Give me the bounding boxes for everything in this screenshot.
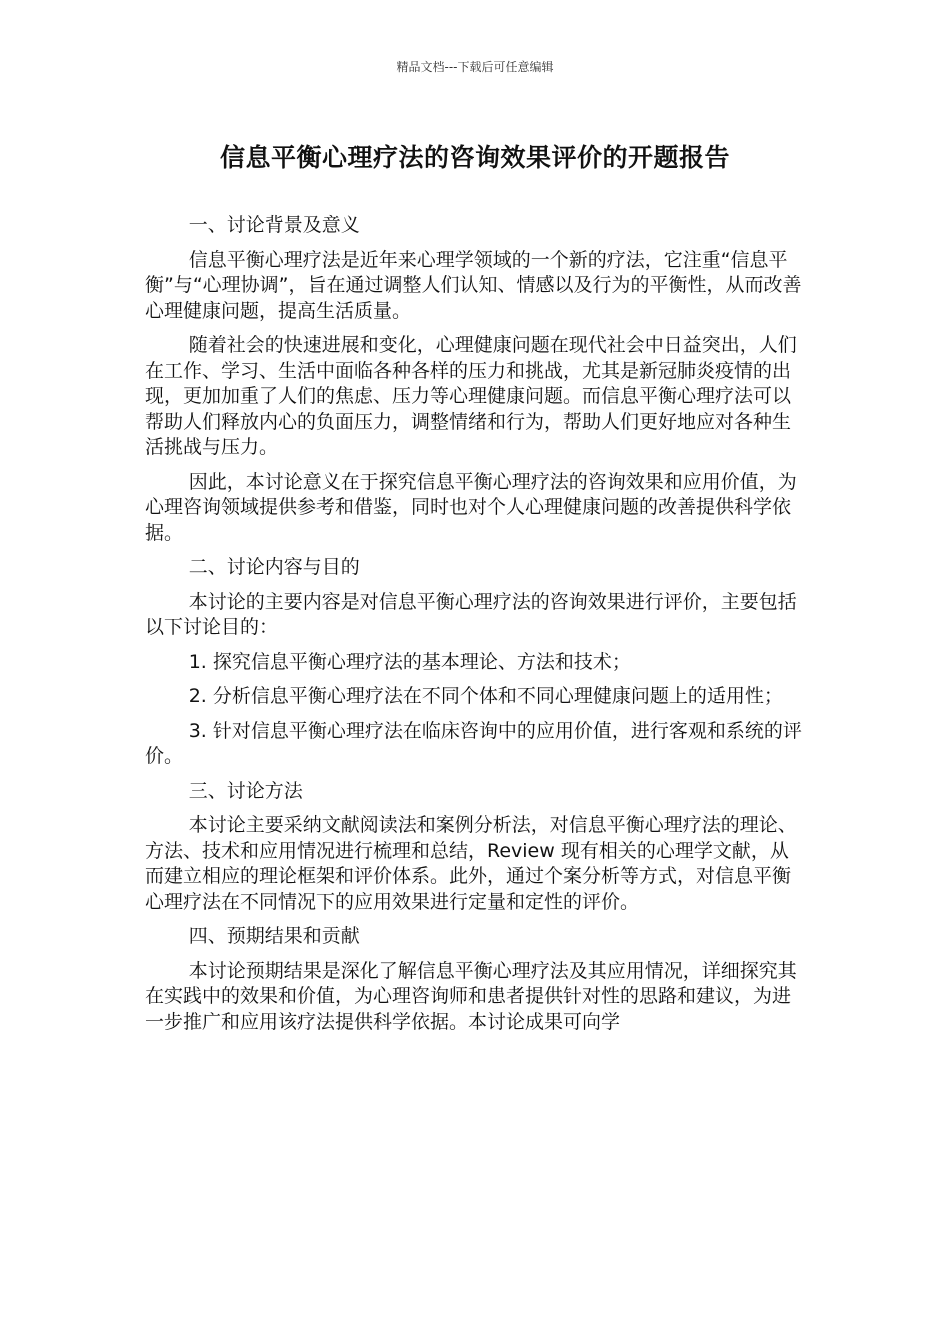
section-heading: 四、预期结果和贡献: [188, 925, 360, 947]
section-heading: 三、讨论方法: [188, 779, 303, 802]
paragraph: 本讨论预期结果是深化了解信息平衡心理疗法及其应用情况，详细探究其在实践中的效果和价值，为心理咨询师和患者提供针对性的思路和建议，为进一步推广和应用该疗法提供科学依据。本讨论成果可向学: [145, 959, 797, 1033]
paragraph: 本讨论主要采纳文献阅读法和案例分析法，对信息平衡心理疗法的理论、方法、技术和应用情况进行梳理和总结，Review 现有相关的心理学文献，从而建立相应的理论框架和评价体系。此外，通过个案分析等方式，对信息平衡心理疗法在不同情况下的应用效果进行定量和定性的评价。: [145, 814, 797, 913]
list-item: 2. 分析信息平衡心理疗法在不同个体和不同心理健康问题上的适用性；: [188, 685, 783, 707]
paragraph: 本讨论的主要内容是对信息平衡心理疗法的咨询效果进行评价，主要包括以下讨论目的：: [145, 590, 797, 638]
paragraph: 因此，本讨论意义在于探究信息平衡心理疗法的咨询效果和应用价值，为心理咨询领域提供参考和借鉴，同时也对个人心理健康问题的改善提供科学依据。: [145, 470, 797, 544]
document-title: 信息平衡心理疗法的咨询效果评价的开题报告: [219, 143, 730, 172]
paragraph: 信息平衡心理疗法是近年来心理学领域的一个新的疗法，它注重“信息平衡”与“心理协调”，旨在通过调整人们认知、情感以及行为的平衡性，从而改善心理健康问题，提高生活质量。: [145, 248, 802, 322]
header-note: 精品文档---下载后可任意编辑: [396, 60, 554, 74]
list-item: 1. 探究信息平衡心理疗法的基本理论、方法和技术；: [188, 650, 631, 673]
section-heading: 一、讨论背景及意义: [188, 214, 360, 236]
list-item: 3. 针对信息平衡心理疗法在临床咨询中的应用价值，进行客观和系统的评价。: [145, 719, 802, 767]
section-heading: 二、讨论内容与目的: [188, 556, 360, 578]
paragraph: 随着社会的快速进展和变化，心理健康问题在现代社会中日益突出，人们在工作、学习、生活中面临各种各样的压力和挑战，尤其是新冠肺炎疫情的出现，更加加重了人们的焦虑、压力等心理健康问题。而信息平衡心理疗法可以帮助人们释放内心的负面压力，调整情绪和行为，帮助人们更好地应对各种生活挑战与压力。: [145, 334, 797, 458]
document-body: [145, 213, 807, 1044]
